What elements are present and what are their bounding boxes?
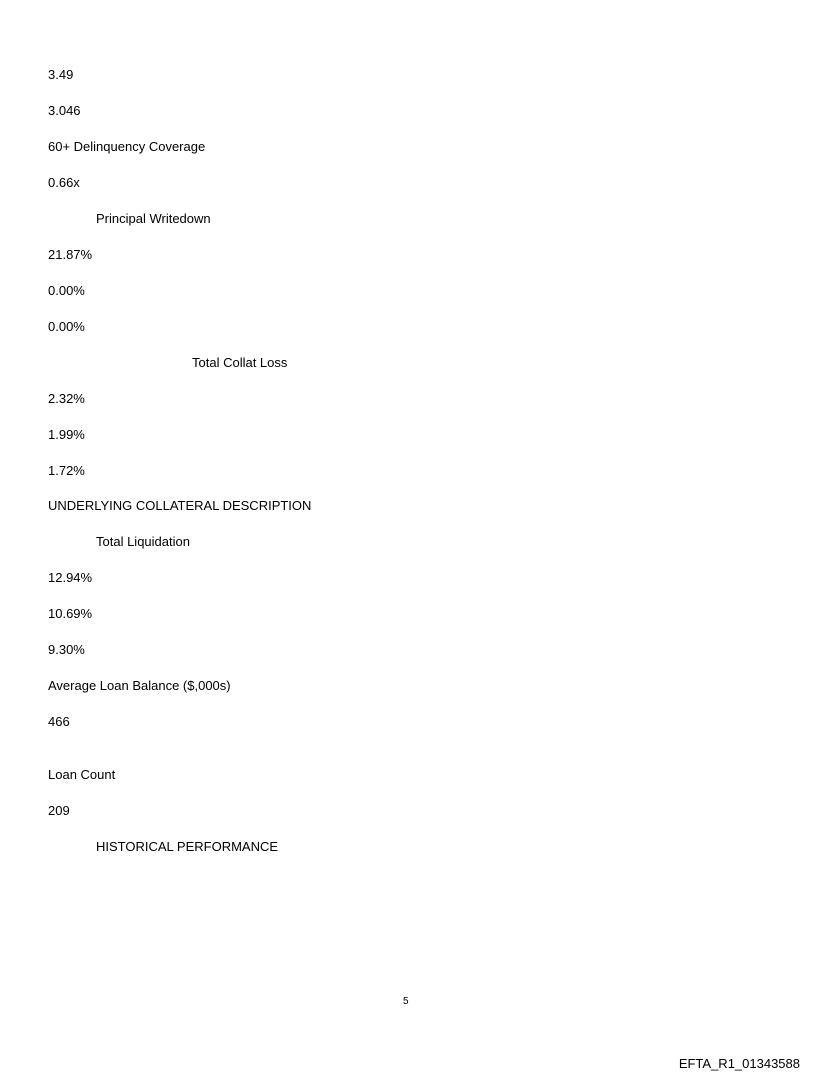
text-line: 1.72% [48,463,85,478]
text-line: Total Liquidation [96,534,190,549]
text-line: UNDERLYING COLLATERAL DESCRIPTION [48,498,312,513]
text-line: 209 [48,803,70,818]
text-line: 0.66x [48,175,80,190]
text-line: HISTORICAL PERFORMANCE [96,839,279,854]
page-number: 5 [403,996,409,1007]
text-line: 60+ Delinquency Coverage [48,139,206,154]
text-line: 3.046 [48,103,81,118]
text-line: Average Loan Balance ($,000s) [48,678,231,693]
text-line: Loan Count [48,767,116,782]
text-line: 466 [48,714,70,729]
document-id: EFTA_R1_01343588 [678,1056,800,1071]
text-line: 0.00% [48,283,85,298]
text-line: 1.99% [48,427,85,442]
text-line: 12.94% [48,570,93,585]
text-line: 3.49 [48,67,74,82]
text-line: 2.32% [48,391,85,406]
text-line: 21.87% [48,247,93,262]
text-line: Principal Writedown [96,211,211,226]
text-line: 10.69% [48,606,93,621]
text-line: Total Collat Loss [192,355,288,370]
text-line: 0.00% [48,319,85,334]
text-line: 9.30% [48,642,85,657]
